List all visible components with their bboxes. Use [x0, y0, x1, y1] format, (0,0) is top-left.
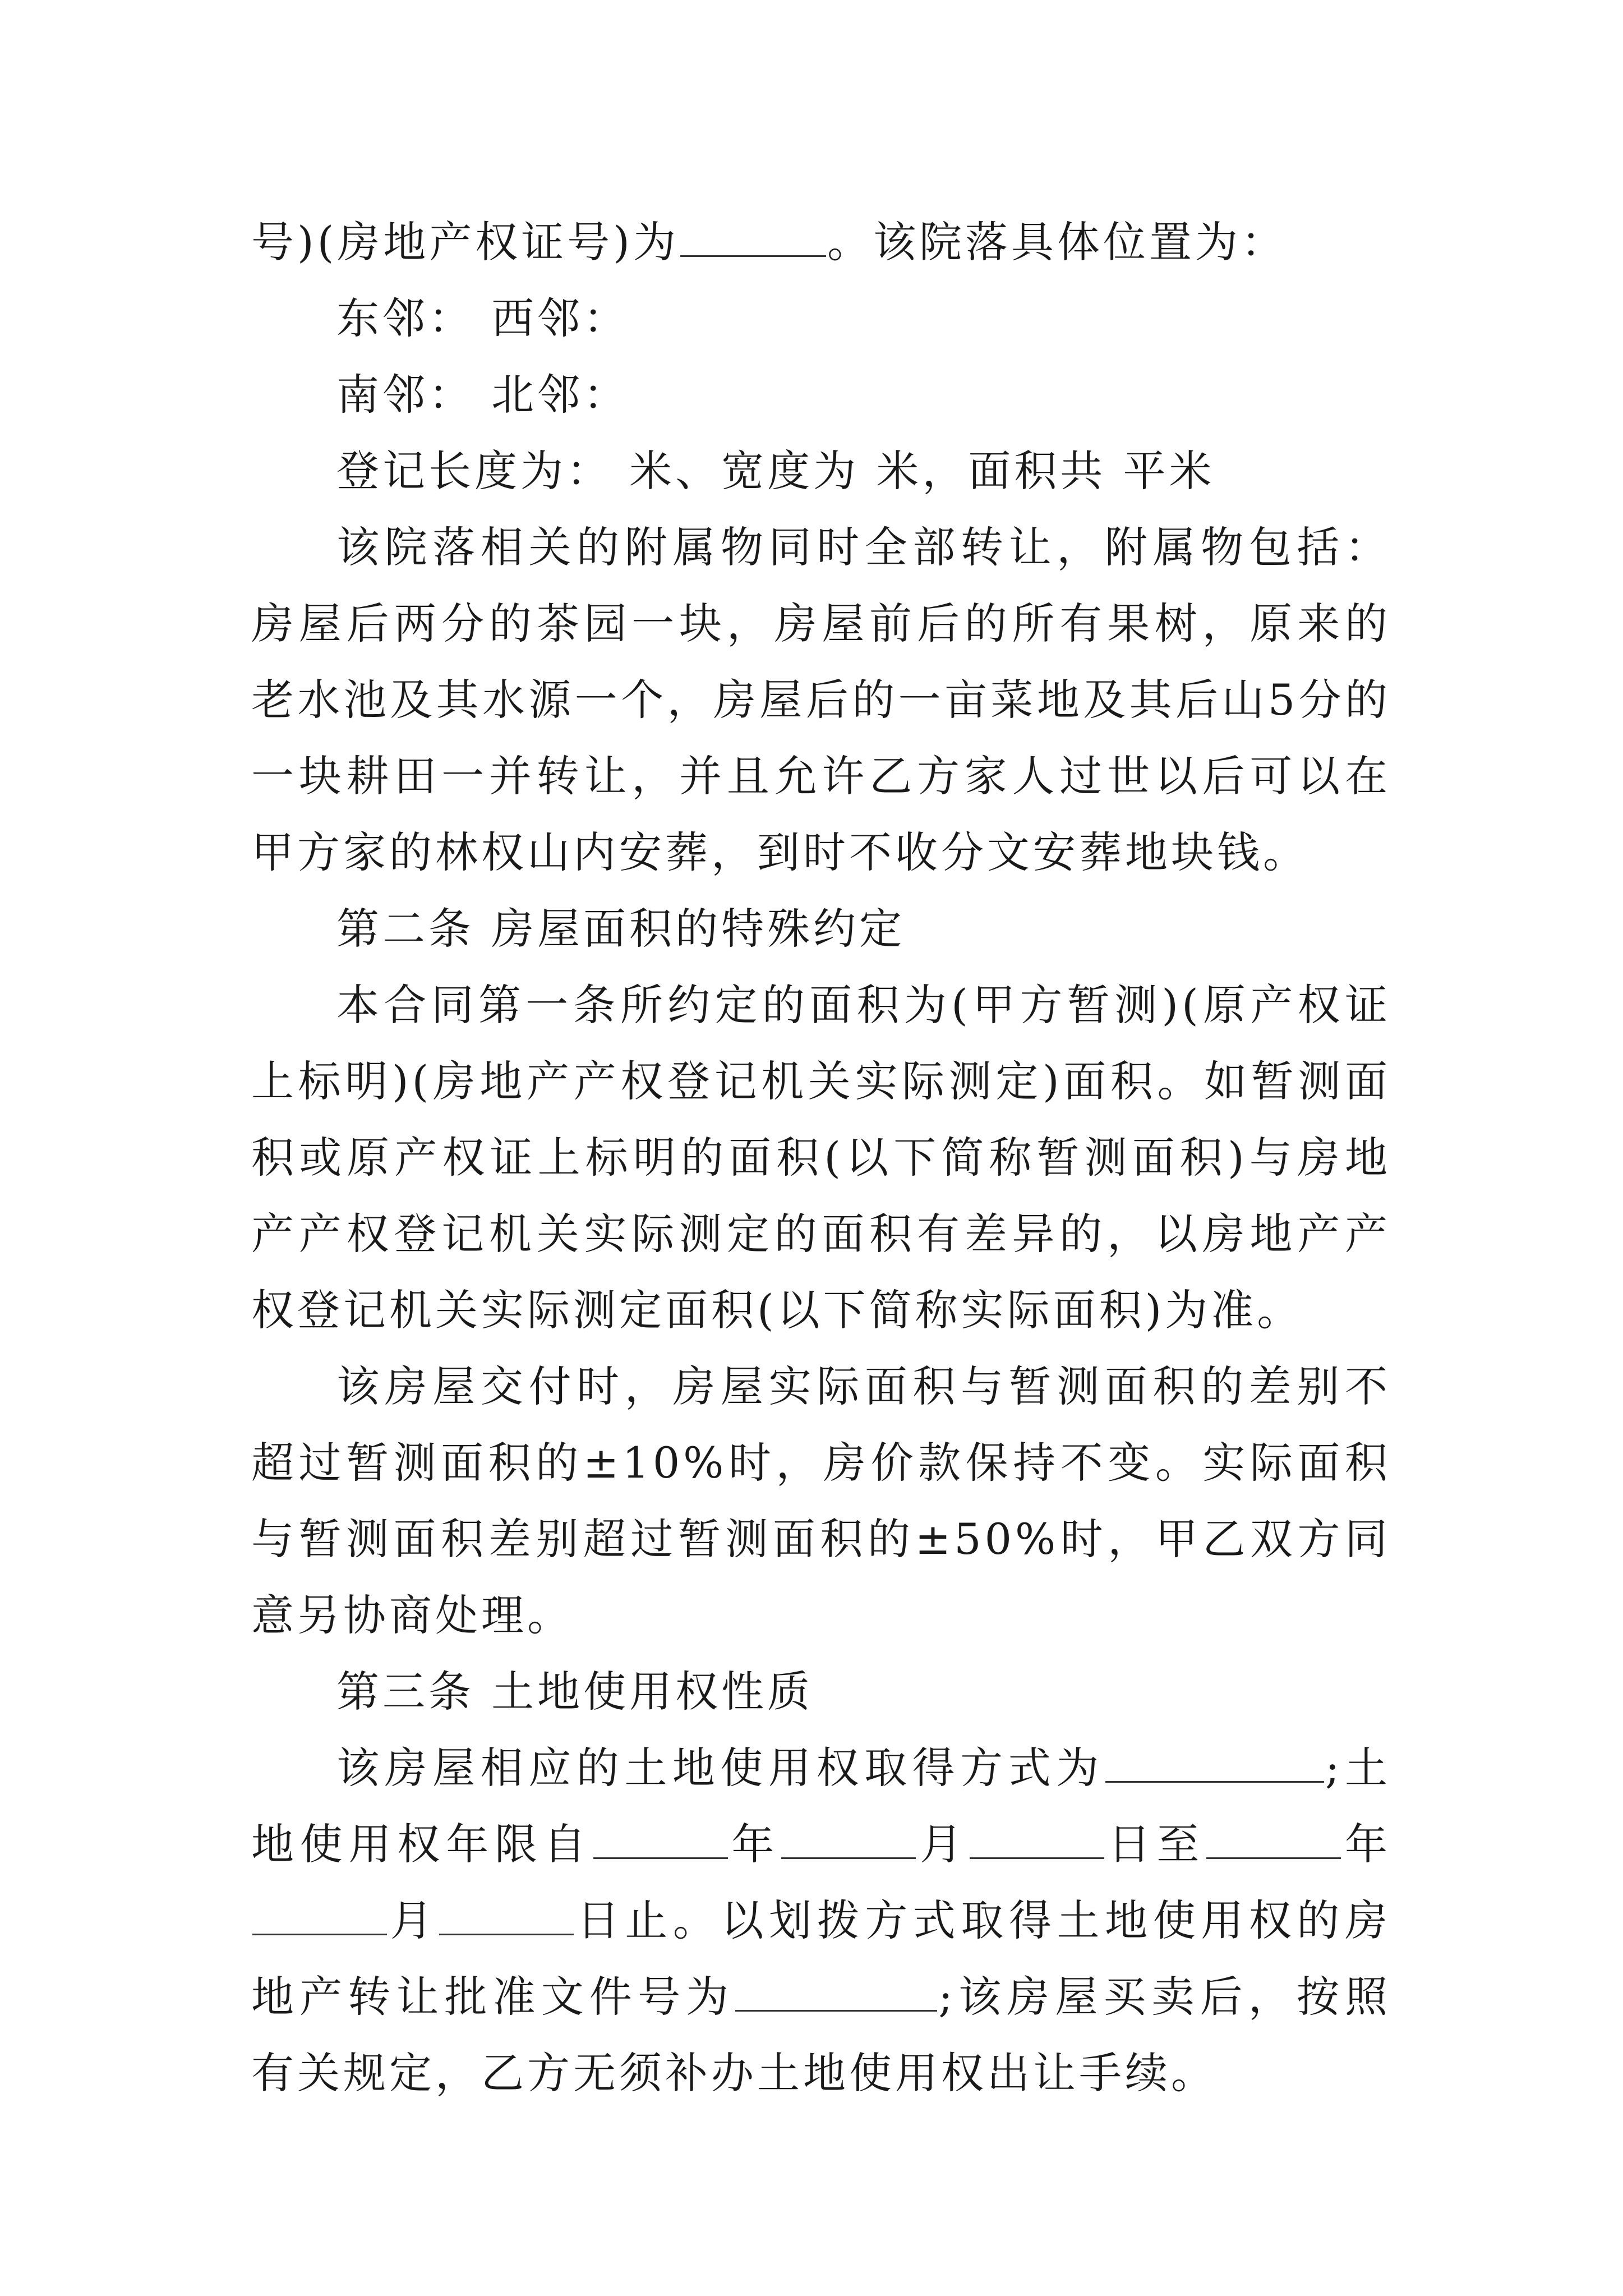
text-after-sale: ;该房屋买卖后，按照有关规定，乙方无须补办土地使用权出让手续。	[251, 1972, 1391, 2098]
article-3-heading: 第三条 土地使用权性质	[336, 1667, 814, 1717]
text-land-term: ;土地使用权年限自	[251, 1743, 1391, 1869]
article-2-heading: 第二条 房屋面积的特殊约定	[336, 904, 906, 954]
paragraph-area-definition: 本合同第一条所约定的面积为(甲方暂测)(原产权证上标明)(房地产产权登记机关实际测定)面积。如暂测面积或原产权证上标明的面积(以下简称暂测面积)与房地产产权登记机关实际测定的面积有差异的，以房地产产权登记机关实际测定面积(以下简称实际面积)为准。	[251, 980, 1391, 1335]
paragraph-dimensions: 登记长度为： 米、宽度为 米，面积共 平米	[336, 446, 1215, 496]
blank-end-month	[252, 1894, 387, 1935]
blank-land-method	[1105, 1742, 1324, 1783]
text-day-1: 日至	[1105, 1819, 1206, 1869]
text-year-1: 年	[728, 1819, 781, 1869]
contract-text	[251, 204, 1391, 2111]
text-location-intro: 。该院落具体位置为：	[827, 217, 1287, 267]
paragraph-location	[251, 204, 1391, 280]
paragraph-attachments: 该院落相关的附属物同时全部转让，附属物包括：房屋后两分的茶园一块，房屋前后的所有果树，原来的老水池及其水源一个，房屋后的一亩菜地及其后山5分的一块耕田一并转让，并且允许乙方家人过世以后可以在甲方家的林权山内安葬，到时不收分文安葬地块钱。	[251, 522, 1391, 877]
text-allocation: 日止。以划拨方式取得土地使用权的房地产转让批准文件号为	[251, 1895, 1391, 2022]
paragraph-land-use	[251, 1730, 1391, 2111]
paragraph-east-west: 东邻： 西邻：	[336, 293, 630, 343]
text-land-method: 该房屋相应的土地使用权取得方式为	[336, 1743, 1104, 1793]
blank-start-day	[970, 1818, 1104, 1859]
paragraph-area-difference: 该房屋交付时，房屋实际面积与暂测面积的差别不超过暂测面积的±10%时，房价款保持不变。实际面积与暂测面积差别超过暂测面积的±50%时，甲乙双方同意另协商处理。	[251, 1361, 1391, 1640]
blank-cert-number	[680, 216, 826, 257]
blank-start-month	[781, 1818, 916, 1859]
blank-start-year	[593, 1818, 728, 1859]
blank-end-year	[1206, 1818, 1341, 1859]
text-month-2: 月	[388, 1895, 439, 1945]
text-year-2: 年	[1342, 1819, 1391, 1869]
blank-approval-doc	[735, 1971, 937, 2012]
text-month-1: 月	[917, 1819, 969, 1869]
paragraph-south-north: 南邻： 北邻：	[336, 370, 630, 420]
text-cert-number: 号)(房地产权证号)为	[251, 217, 679, 267]
blank-end-day	[439, 1894, 574, 1935]
